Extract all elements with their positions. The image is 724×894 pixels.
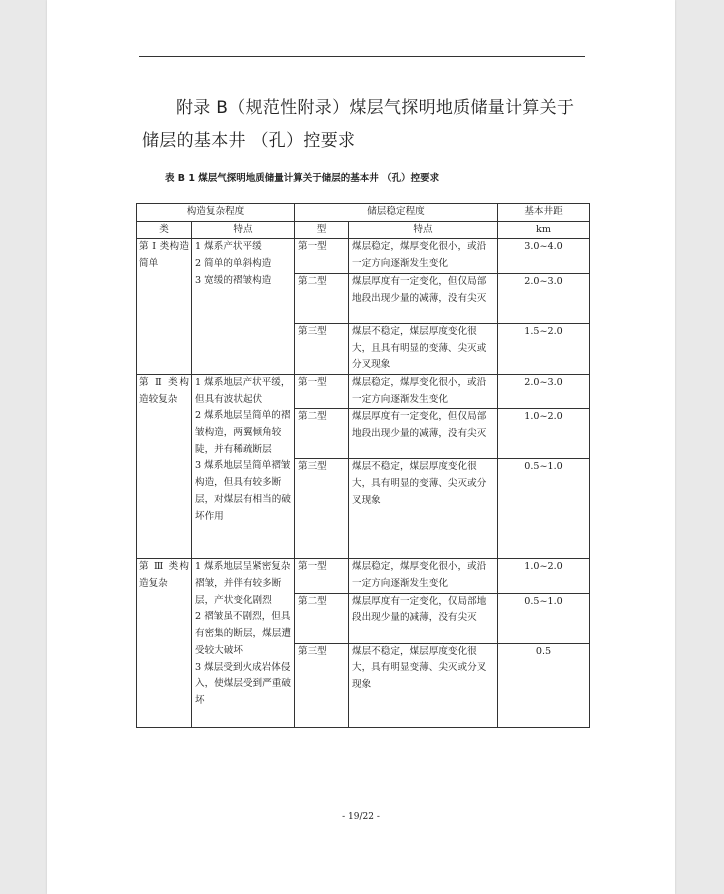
subheader-features: 特点	[192, 221, 295, 239]
stability-type-cell: 第二型	[295, 593, 349, 643]
structure-features-cell: 1 煤系地层产状平缓，但具有波状起伏 2 煤系地层呈简单的褶皱构造，两翼倾角较陡，并有稀疏断层 3 煤系地层呈简单褶皱构造，但具有较多断层，对煤层有相当的破坏作用	[192, 374, 295, 558]
well-spacing-value: 3.0~4.0	[498, 239, 590, 273]
header-well-spacing: 基本井距	[498, 204, 590, 222]
well-spacing-value: 0.5	[498, 643, 590, 727]
subheader-type: 型	[295, 221, 349, 239]
table-row	[137, 239, 590, 273]
stability-type-cell: 第三型	[295, 643, 349, 727]
well-spacing-value: 1.5~2.0	[498, 323, 590, 374]
table-caption: 表 B 1 煤层气探明地质储量计算关于储层的基本井 （孔）控要求	[165, 173, 440, 184]
stability-features-cell: 煤层不稳定，煤层厚度变化很大，具有明显变薄、尖灭或分叉现象	[349, 643, 498, 727]
stability-type-cell: 第三型	[295, 459, 349, 559]
well-spacing-table	[136, 203, 590, 728]
table-row	[137, 559, 590, 593]
stability-type-cell: 第二型	[295, 409, 349, 459]
stability-features-cell: 煤层稳定，煤厚变化很小，或沿一定方向逐渐发生变化	[349, 239, 498, 273]
appendix-title: 附录 B（规范性附录）煤层气探明地质储量计算关于储层的基本井 （孔）控要求	[142, 98, 575, 151]
stability-type-cell: 第一型	[295, 239, 349, 273]
well-spacing-value: 1.0~2.0	[498, 559, 590, 593]
stability-features-cell: 煤层稳定，煤厚变化很小，或沿一定方向逐渐发生变化	[349, 374, 498, 408]
header-reservoir-stability: 储层稳定程度	[295, 204, 498, 222]
table-header-row	[137, 204, 590, 222]
table-row	[137, 374, 590, 408]
stability-features-cell: 煤层厚度有一定变化，但仅局部地段出现少量的减薄，没有尖灭	[349, 409, 498, 459]
stability-features-cell: 煤层不稳定，煤层厚度变化很大，具有明显的变薄、尖灭或分叉现象	[349, 459, 498, 559]
table-subheader-row	[137, 221, 590, 239]
header-structure-complexity: 构造复杂程度	[137, 204, 295, 222]
stability-features-cell: 煤层不稳定，煤层厚度变化很大，且具有明显的变薄、尖灭或分叉现象	[349, 323, 498, 374]
subheader-stability-features: 特点	[349, 221, 498, 239]
document-page	[47, 0, 675, 894]
well-spacing-value: 2.0~3.0	[498, 273, 590, 323]
subheader-class: 类	[137, 221, 192, 239]
stability-features-cell: 煤层厚度有一定变化，但仅局部地段出现少量的减薄，没有尖灭	[349, 273, 498, 323]
well-spacing-value: 1.0~2.0	[498, 409, 590, 459]
stability-type-cell: 第三型	[295, 323, 349, 374]
structure-features-cell: 1 煤系地层呈紧密复杂 褶皱，并伴有较多断层，产状变化剧烈 2 褶皱虽不剧烈，但具有密集的断层，煤层遭受较大破坏 3 煤层受到火成岩体侵入，使煤层受到严重破坏	[192, 559, 295, 727]
class-cell: 第 Ⅰ 类构造简单	[137, 239, 192, 375]
stability-type-cell: 第一型	[295, 374, 349, 408]
header-rule	[139, 56, 585, 57]
stability-features-cell: 煤层稳定，煤厚变化很小，或沿一定方向逐渐发生变化	[349, 559, 498, 593]
page-number: - 19/22 -	[342, 812, 380, 822]
class-cell: 第 Ⅲ 类构造复杂	[137, 559, 192, 727]
well-spacing-value: 2.0~3.0	[498, 374, 590, 408]
well-spacing-value: 0.5~1.0	[498, 593, 590, 643]
structure-features-cell: 1 煤系产状平缓 2 简单的单斜构造 3 宽缓的褶皱构造	[192, 239, 295, 375]
subheader-unit: km	[498, 221, 590, 239]
stability-features-cell: 煤层厚度有一定变化，仅局部地段出现少量的减薄，没有尖灭	[349, 593, 498, 643]
well-spacing-value: 0.5~1.0	[498, 459, 590, 559]
stability-type-cell: 第一型	[295, 559, 349, 593]
stability-type-cell: 第二型	[295, 273, 349, 323]
class-cell: 第 Ⅱ 类构造较复杂	[137, 374, 192, 558]
